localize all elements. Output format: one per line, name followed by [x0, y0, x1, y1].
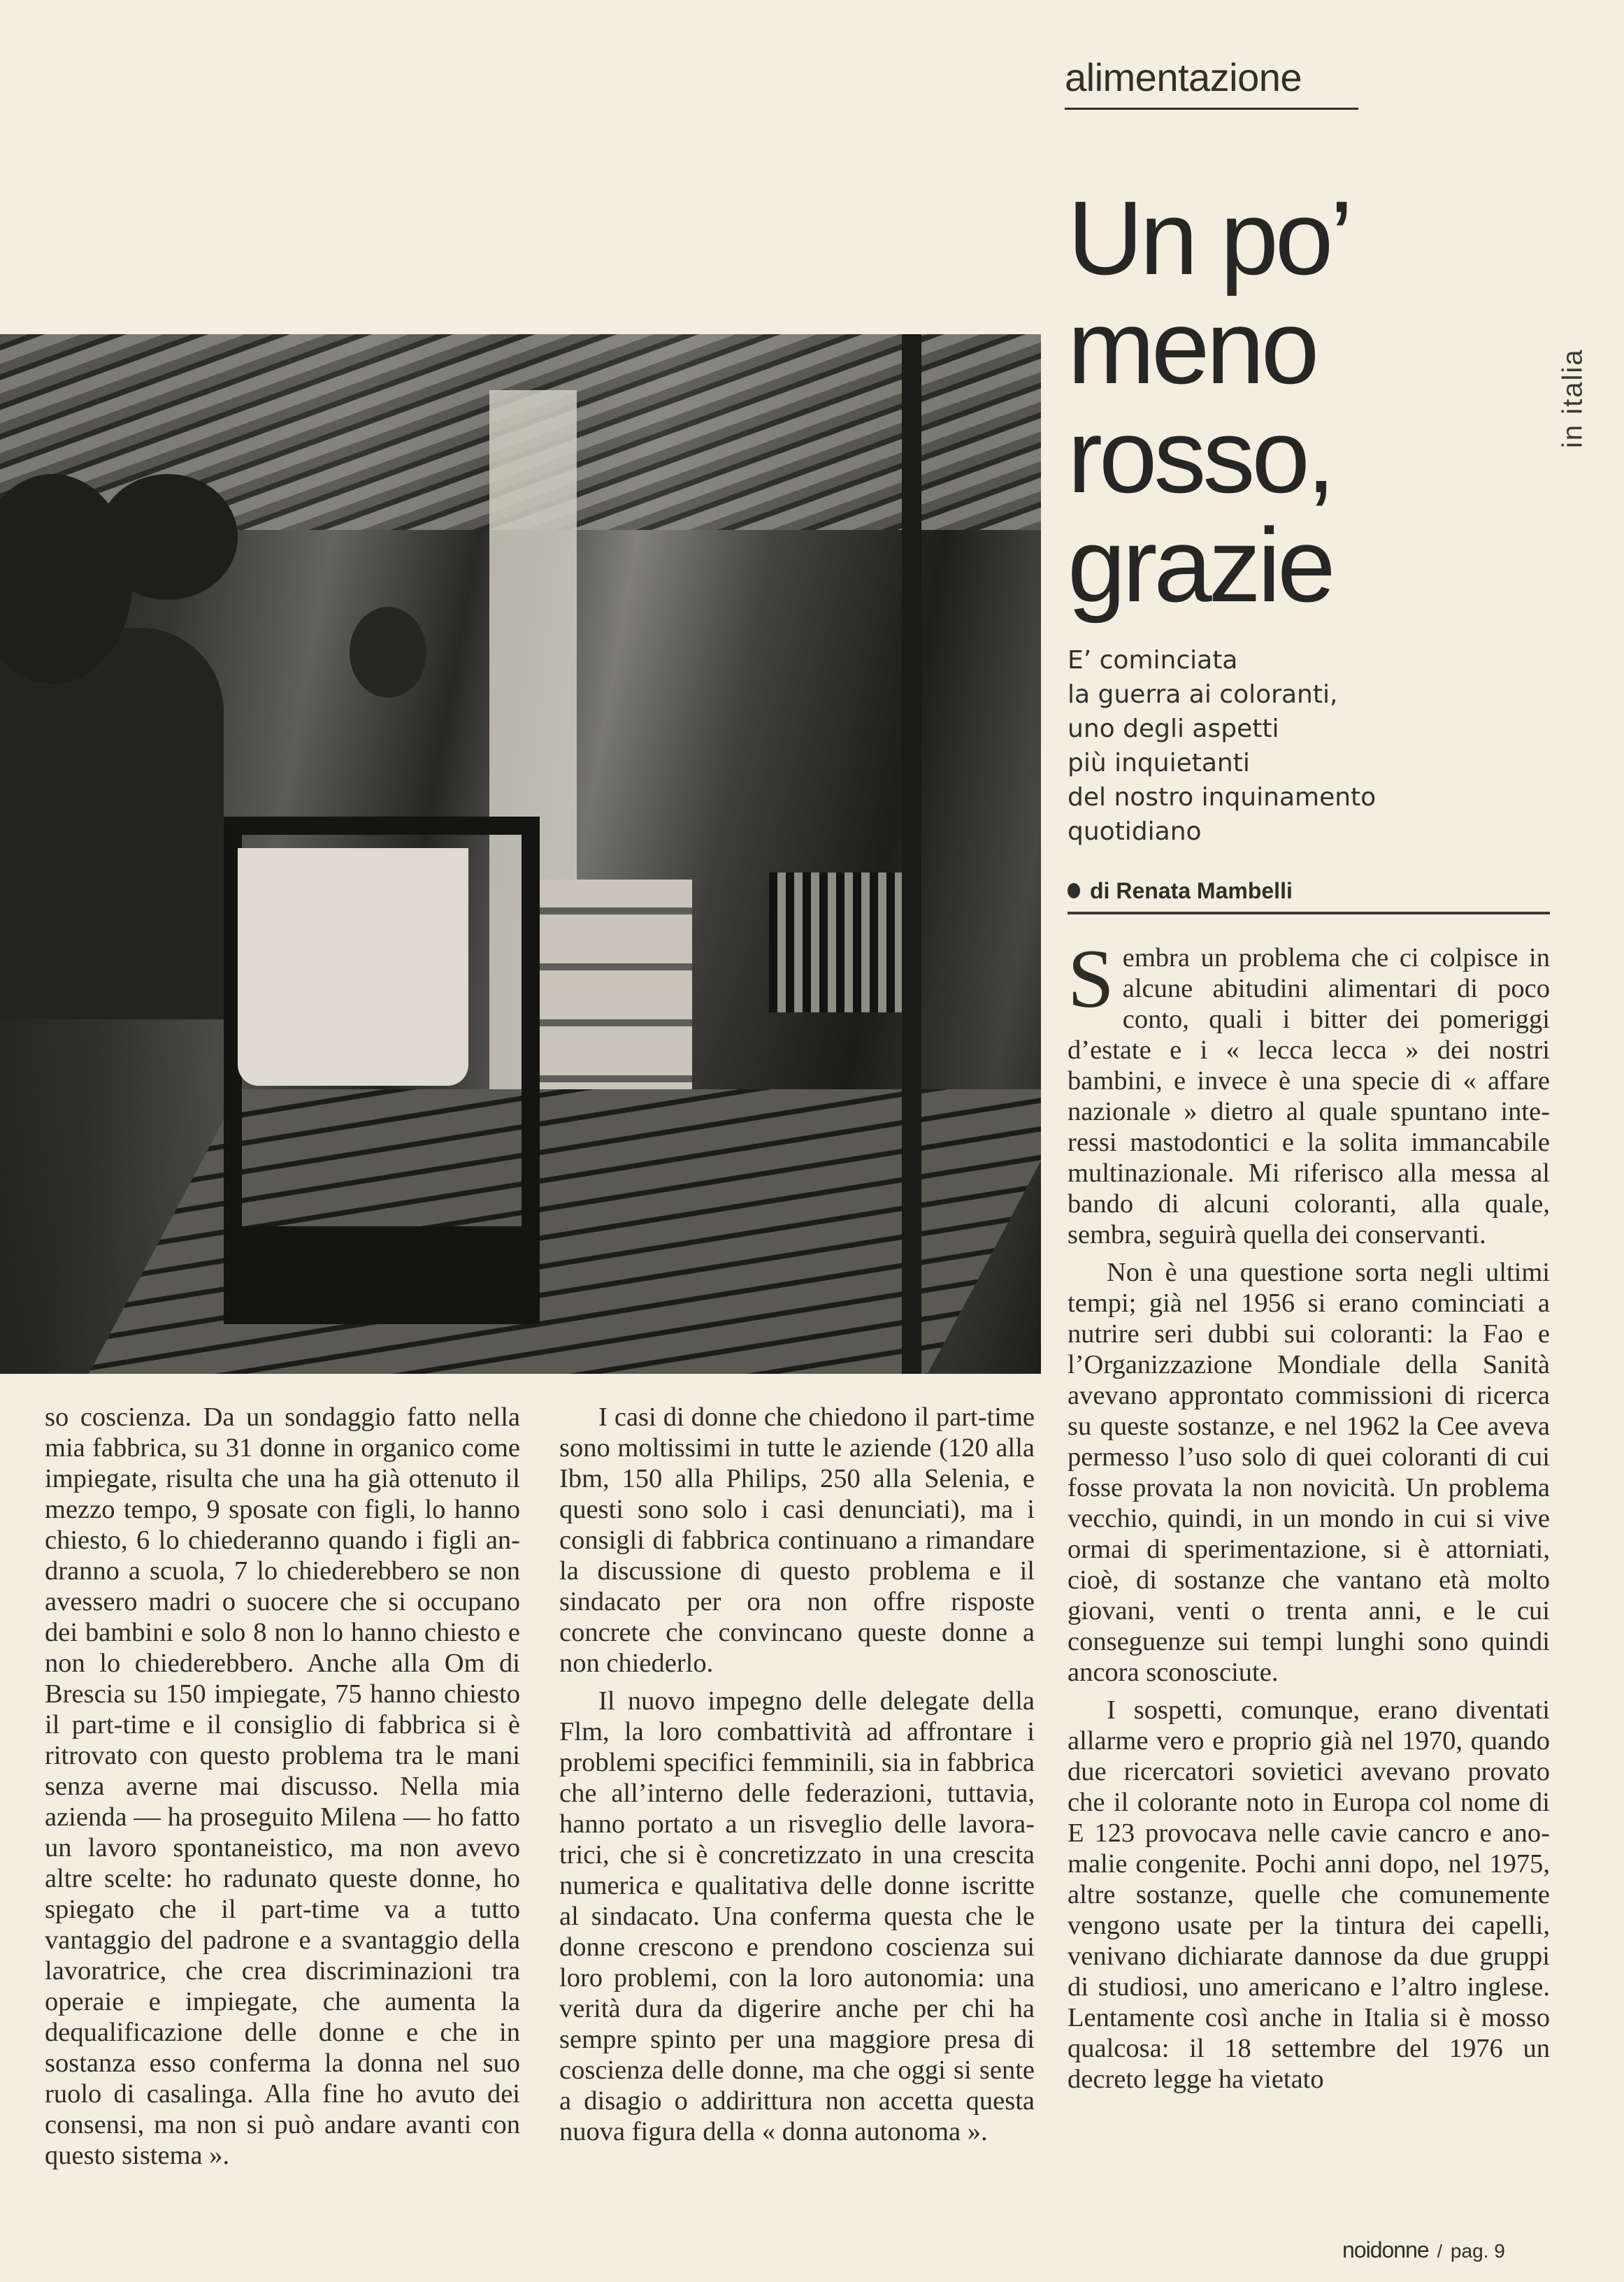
photo-worker-head — [350, 607, 426, 698]
headline-line: rosso, — [1068, 397, 1332, 515]
photo-pole — [902, 334, 921, 1374]
page-number: pag. 9 — [1450, 2240, 1505, 2262]
subtitle-line: del nostro inquinamento — [1068, 783, 1377, 812]
subtitle-line: quotidiano — [1068, 817, 1202, 846]
headline-line: grazie — [1068, 506, 1332, 624]
paragraph — [1068, 932, 1550, 1250]
photo-worker-body — [0, 628, 224, 1019]
subtitle — [1068, 643, 1550, 849]
photo-cloth — [238, 848, 468, 1086]
footer-separator: / — [1437, 2241, 1442, 2262]
byline-text: di Renata Mambelli — [1090, 878, 1293, 903]
paragraph: Il nuovo impegno delle delegate della Flm, la loro combattività ad affrontare i problemi specifici femminili, sia in fabbrica che all’interno delle federazioni, tuttavia, hanno portato a un risveglio delle lavoratrici, che si è concretizzato in una crescita numerica e qualitativa delle donne iscritte al sindacato. Una conferma questa che le donne crescono e prendono coscienza sui loro problemi, con la loro autonomia: una verità dura da digerire anche per chi ha sempre spinto per una maggiore presa di coscienza delle donne, ma che oggi si sente a disagio o addirittura non accetta questa nuova figura della « donna autonoma ». — [559, 1686, 1035, 2146]
right-column-stack — [1068, 179, 1550, 2102]
paragraph: I casi di donne che chiedono il part-time sono moltissimi in tutte le aziende (120 alla Ibm, 150 alla Philips, 250 alla Selenia, e questi sono solo i casi denunciati), ma i consigli di fabbrica continuano a rimandare la discussione di questo problema e il sindacato per ora non offre risposte concrete che convincano queste donne a non chiederlo. — [559, 1402, 1035, 1678]
headline-line: Un po’ — [1068, 179, 1350, 296]
paragraph: so coscienza. Da un sondaggio fatto nella mia fabbrica, su 31 donne in organico come impiegate, risulta che una ha già ottenuto il mezzo tempo, 9 sposate con figli, lo hanno chiesto, 6 lo chiederanno quando i figli andranno a scuola, 7 lo chiederebbero se non avessero madri o suocere che si occupano dei bambini e solo 8 non lo hanno chiesto e non lo chiederebbero. Anche alla Om di Brescia su 150 impiegate, 75 hanno chiesto il part-time e il consiglio di fabbrica si è ritrovato con questo problema tra le mani senza averne mai discusso. Nella mia azienda — ha proseguito Milena — ho fatto un lavoro spontaneistico, ma non avevo altre scelte: ho radunato queste donne, ho spiegato che il part-time va a tutto vantaggio del padrone e a svantaggio della lavoratrice, che crea discriminazioni tra operaie e impiegate, che aumenta la dequalificazione delle donne e che in sostanza esso conferma la donna nel suo ruolo di casalinga. Alla fine ho avuto dei consensi, ma non si può andare avanti con questo sistema ». — [45, 1402, 520, 2170]
headline-line: meno — [1068, 288, 1316, 406]
paragraph: I sospetti, comunque, erano diventati allarme vero e proprio già nel 1970, quando due ricercatori sovietici avevano provato che il colorante noto in Europa col nome di E 123 provocava nelle cavie cancro e anomalie congenite. Pochi anni dopo, nel 1975, altre sostanze, quelle che comunemente vengono usate per la tintura dei capelli, venivano dichiarate dannose da due gruppi di studiosi, uno americano e l’altro inglese. Lentamente così anche in Italia si è mosso qualcosa: il 18 settembre del 1976 un decreto legge ha vietato — [1068, 1695, 1550, 2094]
subtitle-line: E’ cominciata — [1068, 646, 1238, 675]
photo-worker-head — [98, 474, 238, 600]
factory-photo — [0, 334, 1041, 1374]
headline — [1068, 179, 1550, 624]
drop-cap: S — [1068, 932, 1114, 1025]
bullet-icon — [1068, 883, 1080, 898]
vertical-section-tag: in italia — [1557, 348, 1588, 449]
page-footer — [1342, 2237, 1505, 2263]
paragraph: Non è una questione sorta negli ultimi tempi; già nel 1956 si erano cominciati a nutrire seri dubbi sui coloranti: la Fao e l’Organizzazione Mondiale della Sanità avevano approntato commissioni di ricerca su queste sostanze, e nel 1962 la Cee aveva permesso l’uso solo di quei coloranti di cui fosse provata la non novicità. Un problema vecchio, quindi, in un mondo in cui si vive ormai di sperimentazione, si è attorniati, cioè, di sostanze che vantano età molto giovani, venti o trenta anni, e le cui conseguenze sui tempi lunghi sono quindi ancora sconosciute. — [1068, 1258, 1550, 1687]
article-column-right — [1068, 932, 1550, 2102]
subtitle-line: uno degli aspetti — [1068, 715, 1279, 743]
magazine-name: noidonne — [1342, 2237, 1429, 2262]
article-column-left — [45, 1402, 520, 2178]
byline — [1068, 877, 1550, 914]
subtitle-line: più inquietanti — [1068, 749, 1250, 777]
subtitle-line: la guerra ai coloranti, — [1068, 680, 1338, 709]
photo-bottles — [769, 873, 909, 1012]
article-column-middle — [559, 1402, 1035, 2154]
paragraph-text: embra un problema che ci colpisce in alcune abitudini alimentari di poco conto, quali i bitter dei pomeriggi d’estate e i « lecca lecca » dei nostri bambini, e invece è una specie di « affare nazionale » dietro al quale spuntano interessi mastodontici e la solita immancabile multinazionale. Mi riferisco alla messa al bando di alcuni coloranti, alla quale, sembra, seguirà quella dei conservanti. — [1068, 943, 1550, 1249]
section-label: alimentazione — [1065, 55, 1358, 110]
